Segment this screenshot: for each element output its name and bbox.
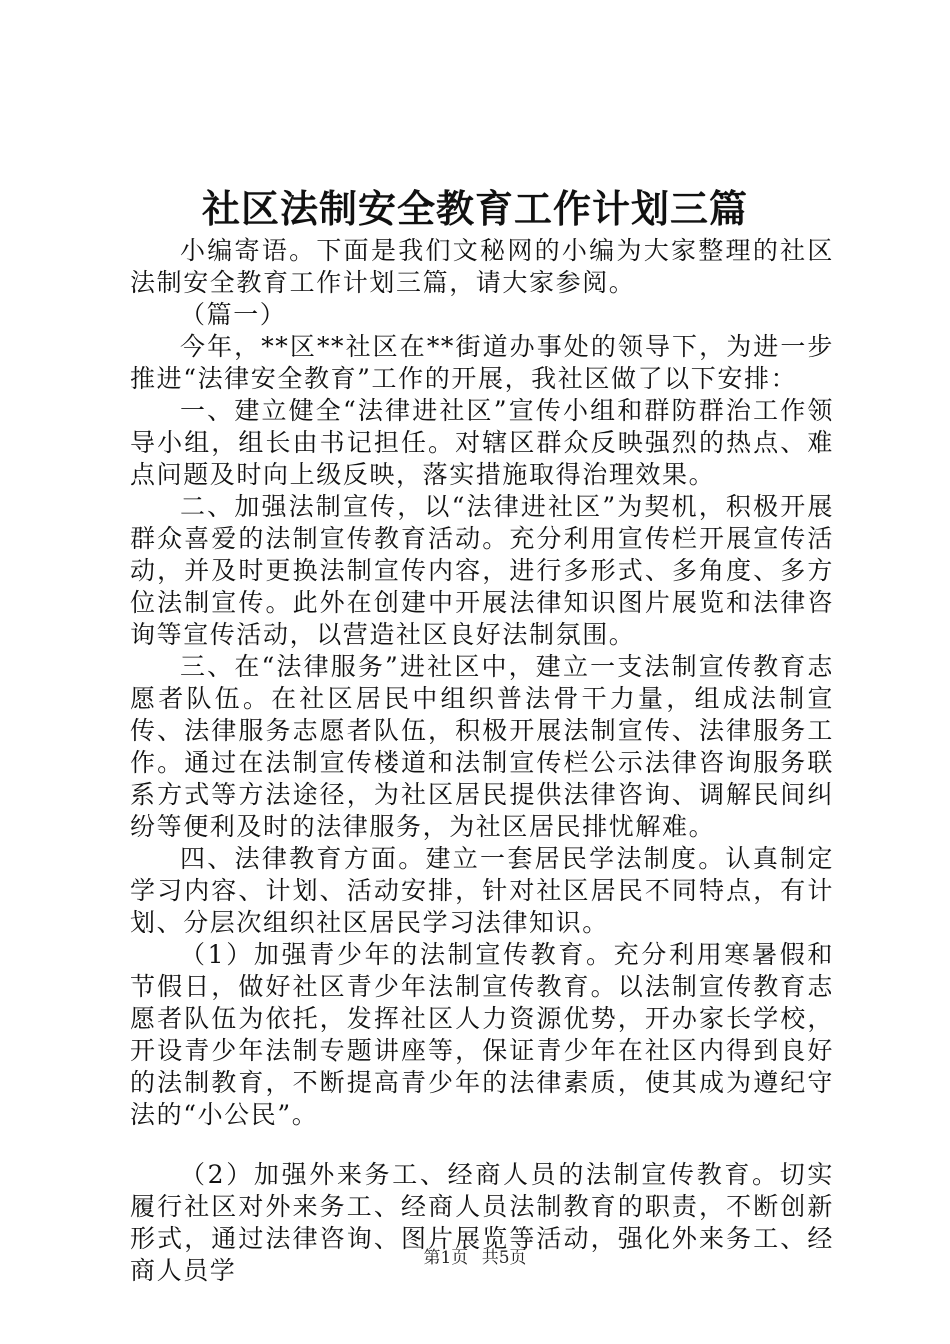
document-title: 社区法制安全教育工作计划三篇 [201, 186, 748, 231]
paragraph-item-2: 二、加强法制宣传，以“法律进社区”为契机，积极开展群众喜爱的法制宣传教育活动。充分利用宣传栏开展宣传活动，并及时更换法制宣传内容，进行多形式、多角度、多方位法制宣传。此外在创建中开展法律知识图片展览和法律咨询等宣传活动，以营造社区良好法制氛围。 [130, 492, 834, 649]
paragraph-intro: 小编寄语。下面是我们文秘网的小编为大家整理的社区法制安全教育工作计划三篇，请大家参阅。 [130, 236, 834, 297]
paragraph-subitem-1: （1）加强青少年的法制宣传教育。充分利用寒暑假和节假日，做好社区青少年法制宣传教育。以法制宣传教育志愿者队伍为依托，发挥社区人力资源优势，开办家长学校，开设青少年法制专题讲座等，保证青少年在社区内得到良好的法制教育，不断提高青少年的法律素质，使其成为遵纪守法的“小公民”。 [130, 940, 834, 1129]
paragraph-item-1: 一、建立健全“法律进社区”宣传小组和群防群治工作领导小组，组长由书记担任。对辖区群众反映强烈的热点、难点问题及时向上级反映，落实措施取得治理效果。 [130, 396, 834, 489]
page-number: 第1页 [423, 1248, 469, 1268]
paragraph-subitem-2: （2）加强外来务工、经商人员的法制宣传教育。切实履行社区对外来务工、经商人员法制教育的职责，不断创新形式，通过法律咨询、图片展览等活动，强化外来务工、经商人员学 [130, 1160, 834, 1285]
document-body [130, 235, 834, 1287]
paragraph-opening: 今年，**区**社区在**街道办事处的领导下，为进一步推进“法律安全教育”工作的开展，我社区做了以下安排： [130, 332, 834, 393]
page-footer [0, 1247, 950, 1269]
page-total: 共5页 [481, 1248, 527, 1268]
paragraph-section-label: （篇一） [180, 300, 287, 329]
paragraph-item-3: 三、在“法律服务”进社区中，建立一支法制宣传教育志愿者队伍。在社区居民中组织普法骨干力量，组成法制宣传、法律服务志愿者队伍，积极开展法制宣传、法律服务工作。通过在法制宣传楼道和法制宣传栏公示法律咨询服务联系方式等方法途径，为社区居民提供法律咨询、调解民间纠纷等便利及时的法律服务，为社区居民排忧解难。 [130, 652, 834, 841]
paragraph-item-4: 四、法律教育方面。建立一套居民学法制度。认真制定学习内容、计划、活动安排，针对社区居民不同特点，有计划、分层次组织社区居民学习法律知识。 [130, 844, 834, 937]
